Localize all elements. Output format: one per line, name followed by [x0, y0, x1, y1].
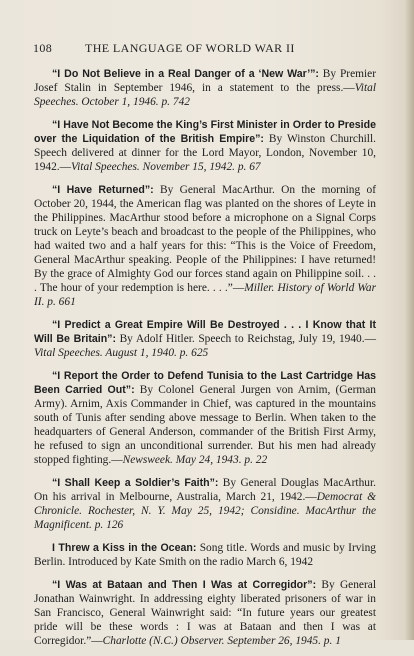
- entry-headword: “I Was at Bataan and Then I Was at Corregidor”:: [52, 578, 317, 591]
- entry: [34, 183, 376, 310]
- entry-headword: “I Predict a Great Empire Will Be Destroyed . . . I Know that It Will Be Britain”:: [34, 319, 376, 346]
- entry-body: By Colonel General Jurgen von Arnim, (German Army). Arnim, Axis Commander in Chief, was captured in the mountains south of Tunis after sending above message to Berlin. When taken to the headquarters of General Anderson, commander of the British First Army, he refused to sign an unconditional surrender. But his men had already stopped fighting.—: [34, 383, 376, 467]
- page-number: 108: [33, 41, 53, 55]
- entry-body: Song title. Words and music by Irving Berlin. Introduced by Kate Smith on the radio March 6, 1942: [34, 541, 376, 568]
- entry: [34, 118, 376, 174]
- entry-headword: “I Have Returned”:: [52, 183, 154, 196]
- entry-source: Vital Speeches. October 1, 1946. p. 742: [34, 82, 376, 109]
- entry-source: Newsweek. May 24, 1943. p. 22: [122, 454, 268, 467]
- entry-body: By Adolf Hitler. Speech to Reichstag, July 19, 1940.—: [116, 333, 376, 346]
- page-edge-shadow: [405, 0, 414, 640]
- entry-body: By Winston Churchill. Speech delivered at dinner for the Lord Mayor, London, November 10, 1942.—: [34, 132, 376, 174]
- entry-source: Vital Speeches. August 1, 1940. p. 625: [34, 347, 209, 360]
- entry: [34, 541, 376, 569]
- running-title: THE LANGUAGE OF WORLD WAR II: [85, 41, 295, 55]
- entry-headword: “I Do Not Believe in a Real Danger of a ‘New War’”:: [52, 68, 319, 80]
- entries-list: [34, 67, 376, 656]
- entry-body: By General Douglas MacArthur. On his arrival in Melbourne, Australia, March 21, 1942.—: [34, 476, 376, 504]
- running-header: [33, 41, 379, 57]
- entry-source: Vital Speeches. November 15, 1942. p. 67: [71, 161, 261, 174]
- entry-headword: “I Have Not Become the King’s First Minister in Order to Preside over the Liquidation of the British Empire”:: [34, 118, 376, 145]
- entry-source: Charlotte (N.C.) Observer. September 26, 1945. p. 1: [102, 634, 341, 647]
- entry-headword: “I Report the Order to Defend Tunisia to the Last Cartridge Has Been Carried Out”:: [34, 369, 376, 396]
- entry-headword: “I Shall Keep a Soldier’s Faith”:: [52, 476, 219, 489]
- entry-source: Miller. History of World War II. p. 661: [34, 282, 377, 309]
- entry: [34, 369, 376, 468]
- entry: [34, 578, 376, 648]
- entry-body: By General MacArthur. On the morning of October 20, 1944, the American flag was planted on the shores of Leyte in the Philippines. MacArthur stood before a microphone on a Signal Corps truck on Leyte’s beach and broadcast to the people of the Philippines, who had waited two and a half years for this: “This is the Voice of Freedom, General MacArthur speaking. People of the Philippines: I have returned! By the grace of Almighty God our forces stand again on Philippine soil. . . . The hour of your redemption is here. . . .”—: [34, 183, 376, 295]
- entry-source: Democrat & Chronicle. Rochester, N. Y. May 25, 1942; Considine. MacArthur the Magnificent. p. 126: [34, 491, 376, 532]
- entry-body: By Premier Josef Stalin in September 1946, in a statement to the press.—: [34, 68, 376, 95]
- entry-body: By General Jonathan Wainwright. In addressing eighty liberated prisoners of war in San Francisco, General Wainwright said: “In future years our greatest pride will be these words : I was at Bataan and then I was at Corregidor.”—: [34, 578, 376, 647]
- entry: [34, 318, 376, 360]
- entry: [34, 476, 376, 532]
- entry: [34, 67, 376, 109]
- entry-headword: I Threw a Kiss in the Ocean:: [52, 541, 197, 554]
